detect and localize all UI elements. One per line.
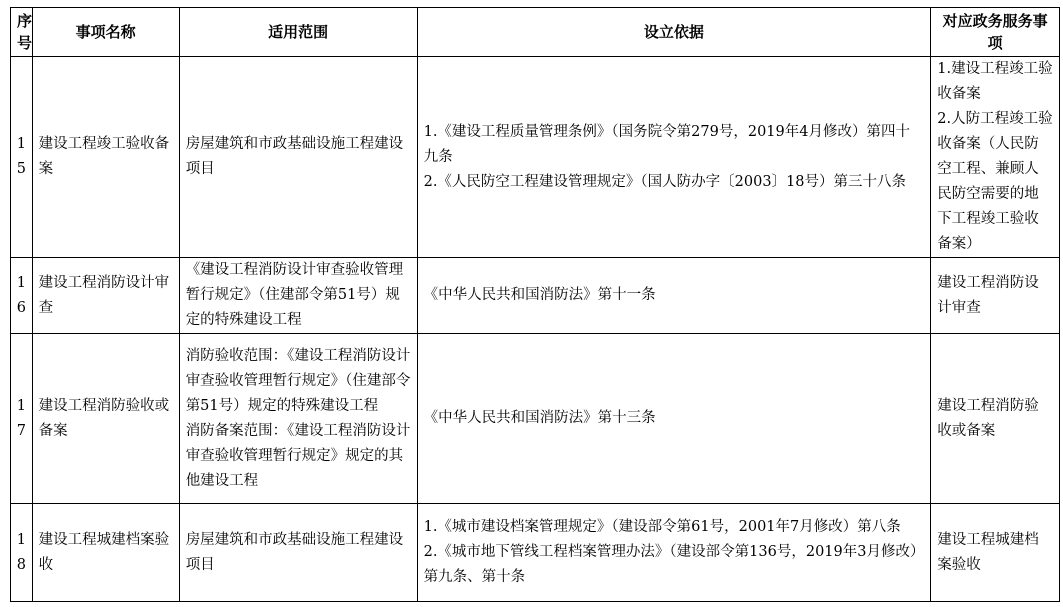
row-seq: 17 <box>11 334 33 504</box>
basis-line: 《中华人民共和国消防法》第十三条 <box>423 410 656 426</box>
basis-line: 《中华人民共和国消防法》第十一条 <box>423 287 656 303</box>
header-name: 事项名称 <box>32 8 179 57</box>
table-row <box>11 334 1060 504</box>
row-name: 建设工程消防验收或备案 <box>32 334 179 504</box>
row-basis <box>417 334 931 504</box>
row-seq: 18 <box>11 504 33 602</box>
service-line: 建设工程消防验收或备案 <box>937 397 1039 439</box>
header-basis: 设立依据 <box>417 8 931 57</box>
table-row <box>11 504 1060 602</box>
row-scope: 房屋建筑和市政基础设施工程建设项目 <box>179 504 417 602</box>
row-basis <box>417 57 931 258</box>
scope-line: 消防备案范围：《建设工程消防设计审查验收管理暂行规定》规定的其他建设工程 <box>185 422 411 489</box>
header-service: 对应政务服务事项 <box>931 8 1060 57</box>
matters-table <box>10 7 1060 602</box>
row-service <box>931 334 1060 504</box>
row-basis <box>417 258 931 334</box>
row-seq: 16 <box>11 258 33 334</box>
table-row <box>11 57 1060 258</box>
row-name: 建设工程城建档案验收 <box>32 504 179 602</box>
scope-line: 消防验收范围：《建设工程消防设计审查验收管理暂行规定》（住建部令第51号）规定的特殊建设工程 <box>185 347 411 414</box>
basis-line: 2.《城市地下管线工程档案管理办法》（建设部令第136号，2019年3月修改）第九条、第十条 <box>423 544 918 585</box>
header-seq: 序号 <box>11 8 33 57</box>
row-scope <box>179 334 417 504</box>
row-service <box>931 258 1060 334</box>
basis-line: 2.《人民防空工程建设管理规定》（国人防办字〔2003〕18号）第三十八条 <box>423 173 907 190</box>
table-header-row <box>11 8 1060 57</box>
row-scope: 房屋建筑和市政基础设施工程建设项目 <box>179 57 417 258</box>
row-service <box>931 57 1060 258</box>
row-name: 建设工程消防设计审查 <box>32 258 179 334</box>
service-line: 1.建设工程竣工验收备案 <box>937 61 1053 102</box>
row-seq: 15 <box>11 57 33 258</box>
table-row <box>11 258 1060 334</box>
basis-line: 1.《城市建设档案管理规定》（建设部令第61号，2001年7月修改）第八条 <box>423 519 901 535</box>
service-line: 建设工程城建档案验收 <box>937 531 1039 573</box>
header-scope: 适用范围 <box>179 8 417 57</box>
service-line: 建设工程消防设计审查 <box>937 274 1039 316</box>
row-service <box>931 504 1060 602</box>
row-scope: 《建设工程消防设计审查验收管理暂行规定》（住建部令第51号）规定的特殊建设工程 <box>179 258 417 334</box>
row-name: 建设工程竣工验收备案 <box>32 57 179 258</box>
basis-line: 1.《建设工程质量管理条例》（国务院令第279号，2019年4月修改）第四十九条 <box>423 123 910 165</box>
row-basis <box>417 504 931 602</box>
service-line: 2.人防工程竣工验收备案（人民防空工程、兼顾人民防空需要的地下工程竣工验收备案） <box>937 111 1053 252</box>
